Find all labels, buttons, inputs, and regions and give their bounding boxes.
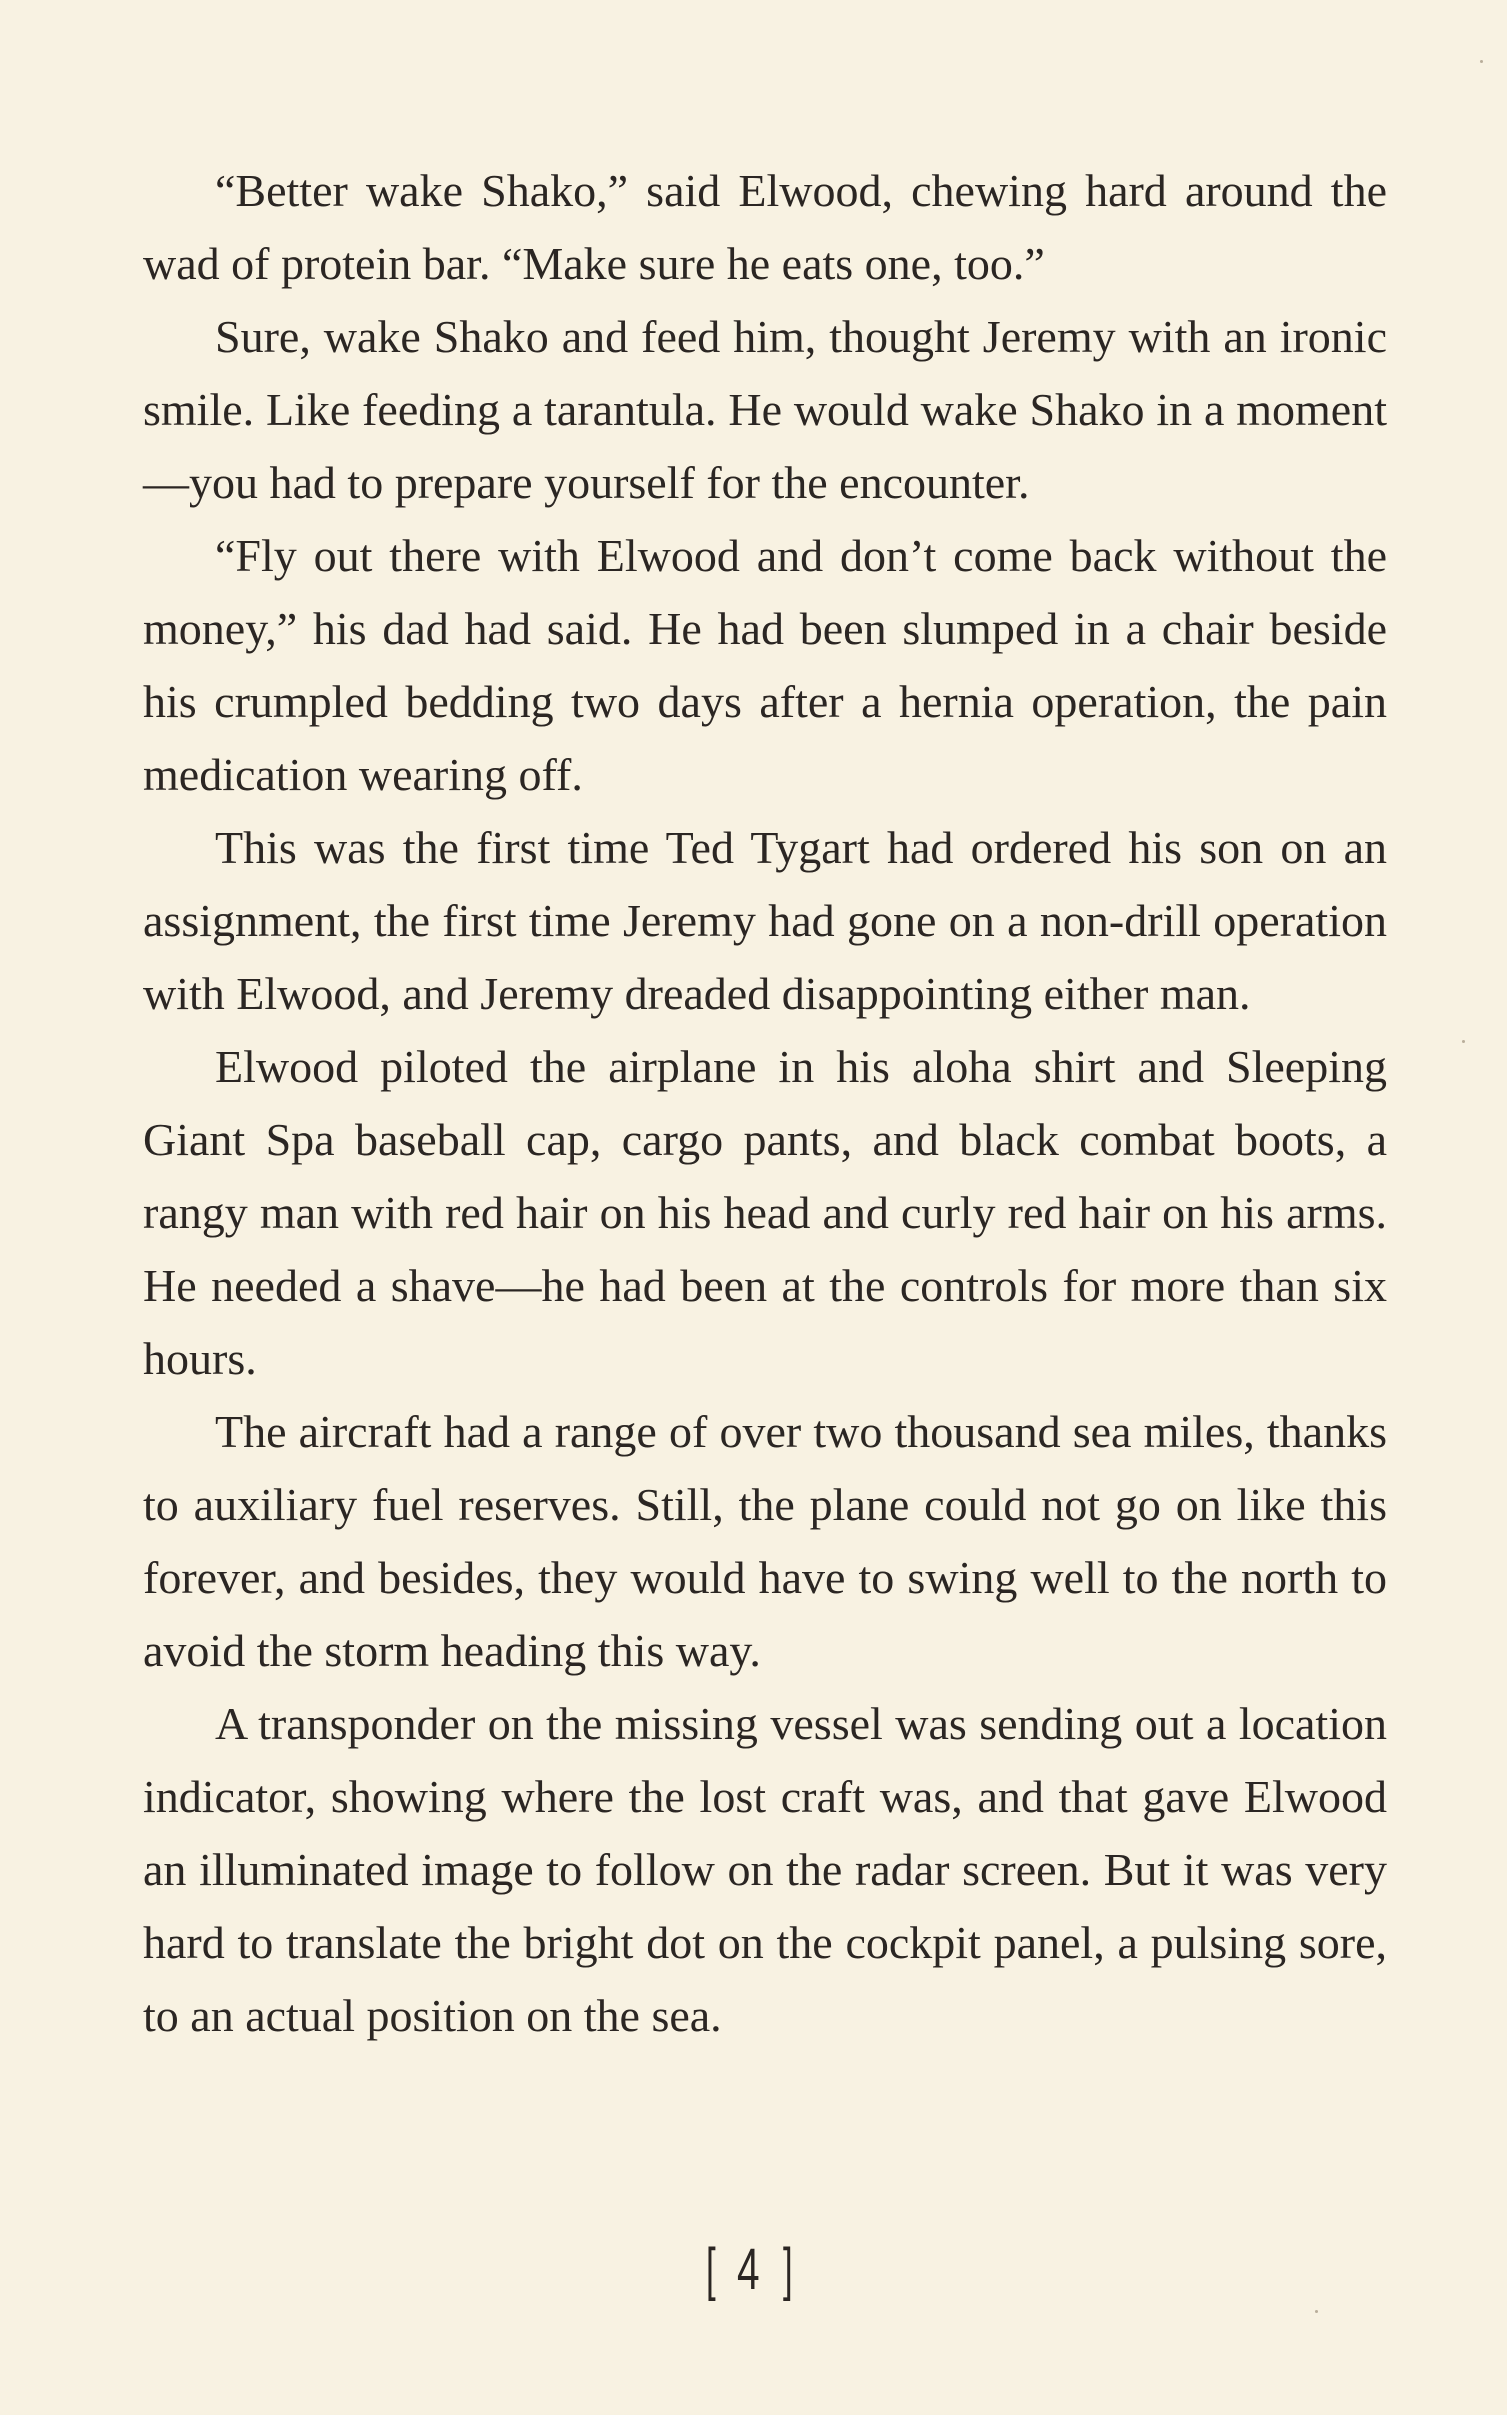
body-text bbox=[143, 154, 1387, 2052]
page-number bbox=[0, 2235, 1507, 2303]
page-number-value: 4 bbox=[737, 2237, 770, 2302]
paper-speck bbox=[1462, 1040, 1465, 1043]
paragraph-3: “Fly out there with Elwood and don’t come back without the money,” his dad had said. He had been slumped in a chair beside his crumpled bedding two days after a hernia operation, the pain medication wearing off. bbox=[143, 530, 1387, 800]
paragraph-6: The aircraft had a range of over two thousand sea miles, thanks to auxiliary fuel reserves. Still, the plane could not go on like this forever, and besides, they would have to swing well to the north to avoid the storm heading this way. bbox=[143, 1406, 1387, 1676]
paper-speck bbox=[1480, 60, 1483, 63]
page-number-open-bracket: [ bbox=[706, 2237, 725, 2302]
page-number-close-bracket: ] bbox=[782, 2237, 801, 2302]
paragraph-1: “Better wake Shako,” said Elwood, chewing hard around the wad of protein bar. “Make sure he eats one, too.” bbox=[143, 165, 1387, 289]
paper-speck bbox=[1315, 2310, 1318, 2313]
paragraph-2: Sure, wake Shako and feed him, thought Jeremy with an ironic smile. Like feeding a tarantula. He would wake Shako in a moment—you had to prepare yourself for the encounter. bbox=[143, 311, 1387, 508]
paragraph-7: A transponder on the missing vessel was sending out a location indicator, showing where the lost craft was, and that gave Elwood an illuminated image to follow on the radar screen. But it was very hard to translate the bright dot on the cockpit panel, a pulsing sore, to an actual position on the sea. bbox=[143, 1698, 1387, 2041]
paragraph-5: Elwood piloted the airplane in his aloha shirt and Sleeping Giant Spa baseball cap, cargo pants, and black combat boots, a rangy man with red hair on his head and curly red hair on his arms. He needed a shave—he had been at the controls for more than six hours. bbox=[143, 1041, 1387, 1384]
paragraph-4: This was the first time Ted Tygart had ordered his son on an assignment, the first time Jeremy had gone on a non-drill operation with Elwood, and Jeremy dreaded disappointing either man. bbox=[143, 822, 1387, 1019]
